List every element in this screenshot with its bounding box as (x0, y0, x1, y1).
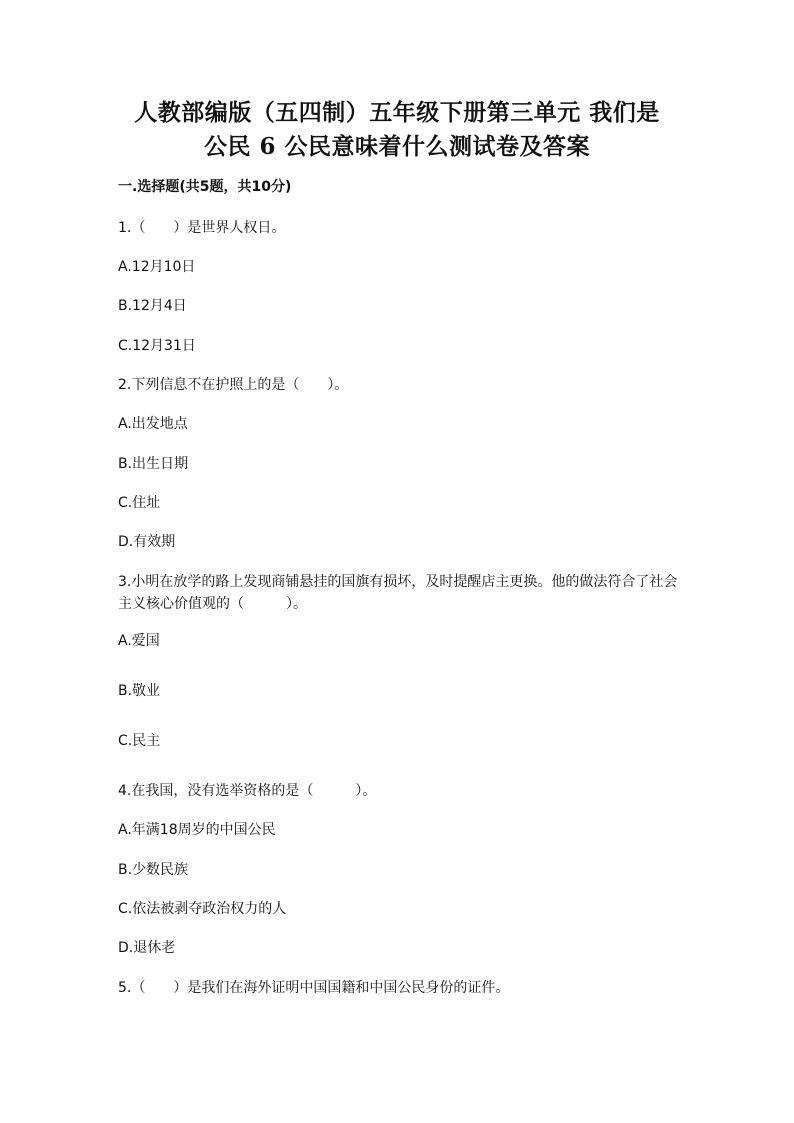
question-4-option-c: C.依法被剥夺政治权力的人 (118, 901, 287, 917)
question-2-option-b: B.出生日期 (118, 456, 189, 472)
question-4-option-d: D.退休老 (118, 940, 176, 956)
document-title-line-1: 人教部编版（五四制）五年级下册第三单元 我们是 (134, 99, 660, 126)
question-4-stem: 4.在我国，没有选举资格的是（ ）。 (118, 783, 377, 799)
question-1-option-b: B.12月4日 (118, 298, 187, 314)
question-2-option-c: C.住址 (118, 495, 161, 511)
document-title-line-2: 公民 6 公民意味着什么测试卷及答案 (203, 133, 591, 160)
question-5-stem: 5.（ ）是我们在海外证明中国国籍和中国公民身份的证件。 (118, 980, 510, 996)
question-2-stem: 2.下列信息不在护照上的是（ ）。 (118, 377, 349, 393)
question-1-option-c: C.12月31日 (118, 338, 196, 354)
question-1-option-a: A.12月10日 (118, 259, 196, 275)
question-3-option-b: B.敬业 (118, 683, 161, 699)
question-2-option-a: A.出发地点 (118, 416, 188, 432)
question-4-option-a: A.年满18周岁的中国公民 (118, 822, 276, 838)
question-3-stem: 3.小明在放学的路上发现商铺悬挂的国旗有损坏，及时提醒店主更换。他的做法符合了社会主义核心价值观的（ ）。 (118, 574, 678, 612)
question-1-stem: 1.（ ）是世界人权日。 (118, 220, 286, 236)
question-3-option-a: A.爱国 (118, 633, 160, 649)
question-2-option-d: D.有效期 (118, 534, 176, 550)
question-3-option-c: C.民主 (118, 733, 161, 749)
question-4-option-b: B.少数民族 (118, 862, 189, 878)
section-heading: 一.选择题(共5题，共10分) (118, 179, 292, 195)
